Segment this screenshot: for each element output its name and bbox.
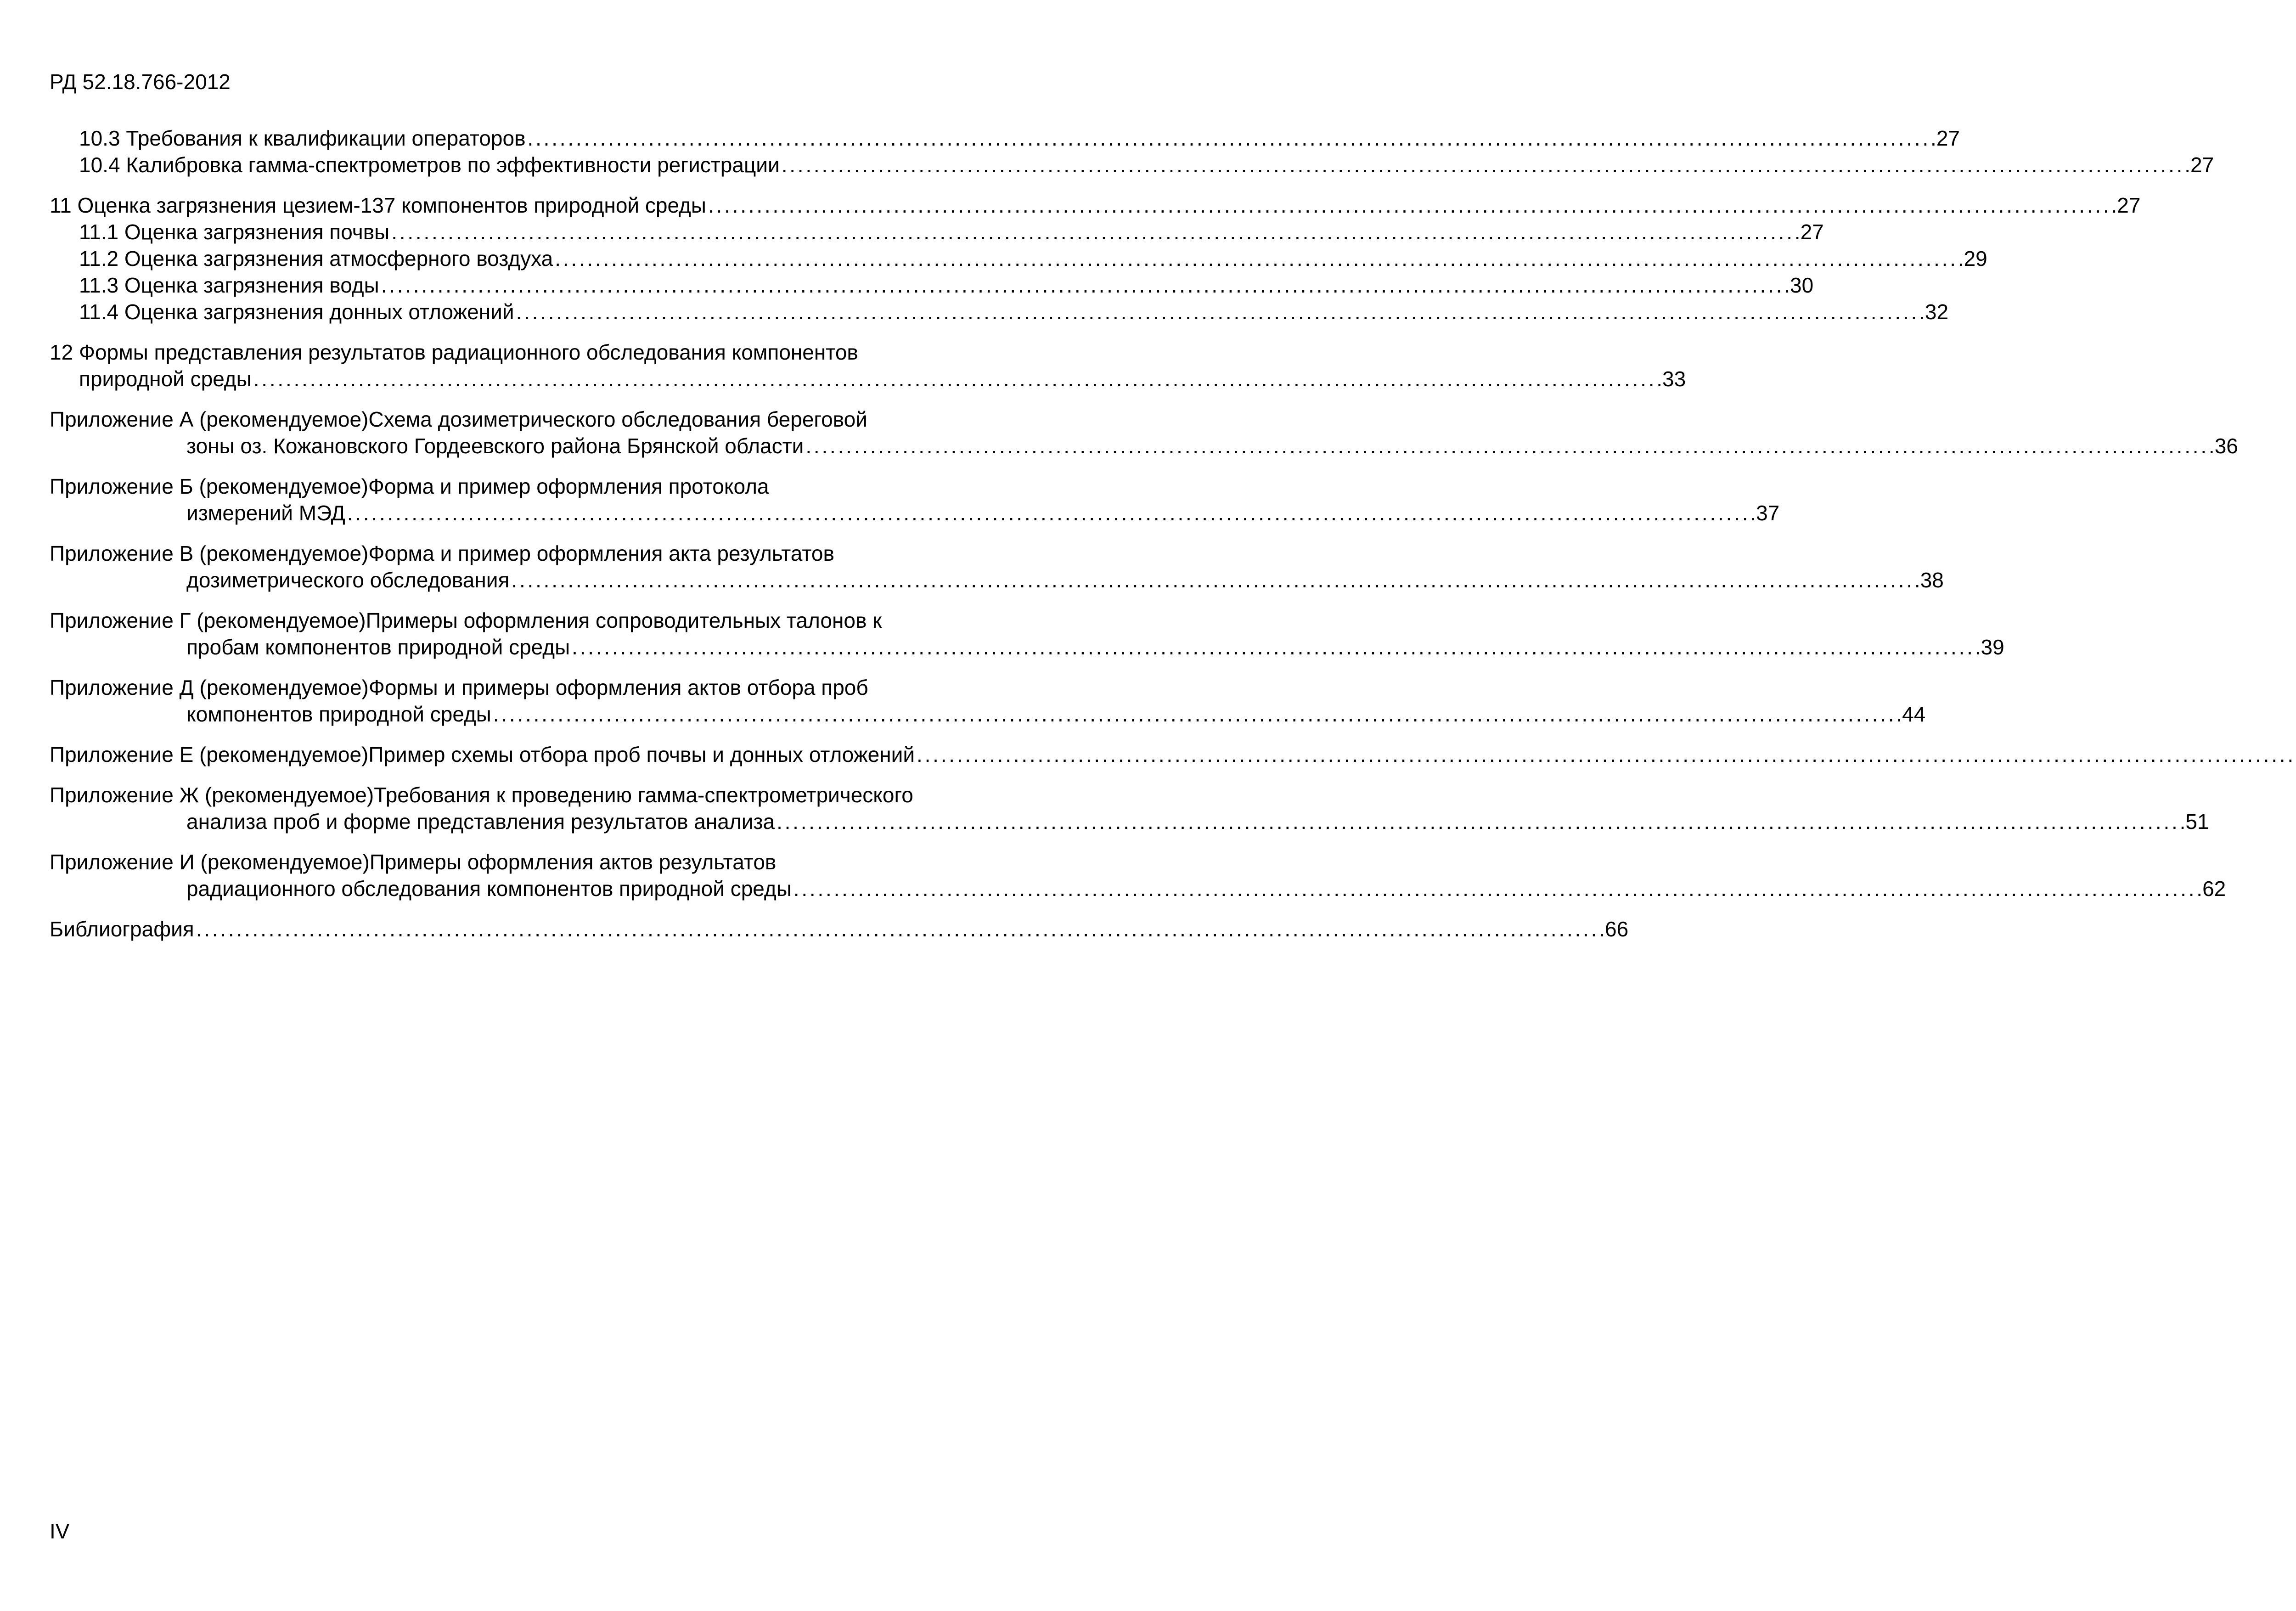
toc-appendix-b-title[interactable]: Приложение Б (рекомендуемое)Форма и пример оформления протокола — [50, 474, 769, 498]
leader-dots — [253, 366, 1660, 392]
toc-bibliography[interactable] — [50, 916, 1629, 942]
toc-page-number: 27 — [1800, 220, 1824, 244]
toc-entry-11-1[interactable] — [50, 219, 1824, 245]
toc-entry-12-title[interactable]: 12 Формы представления результатов радиационного обследования компонентов — [50, 340, 858, 364]
toc-entry-title: 10.3 Требования к квалификации операторов — [79, 126, 526, 150]
toc-page-number: 38 — [1920, 568, 1944, 592]
toc-entry-11[interactable] — [50, 192, 2141, 219]
toc-entry-title: 11 Оценка загрязнения цезием-137 компонентов природной среды — [50, 193, 706, 217]
toc-entry-title: Библиография — [50, 917, 194, 941]
leader-dots — [347, 500, 1754, 526]
toc-page-number: 44 — [1902, 702, 1926, 726]
toc-appendix-v-title[interactable]: Приложение В (рекомендуемое)Форма и пример оформления акта результатов — [50, 541, 834, 565]
toc-entry-11-3[interactable] — [50, 272, 1814, 299]
toc-entry-title-cont: природной среды — [79, 367, 252, 391]
toc-entry-title-cont: дозиметрического обследования — [186, 568, 510, 592]
toc-entry-title-cont: измерений МЭД — [186, 501, 345, 525]
toc-entry-title: 11.2 Оценка загрязнения атмосферного воздуха — [79, 247, 553, 270]
leader-dots — [391, 219, 1798, 245]
toc-entry-title-cont: зоны оз. Кожановского Гордеевского района Брянской области — [186, 434, 804, 458]
leader-dots — [196, 916, 1603, 942]
document-code: РД 52.18.766-2012 — [50, 70, 231, 94]
toc-entry-title: 11.4 Оценка загрязнения донных отложений — [79, 300, 514, 324]
toc-page-number: 27 — [2190, 153, 2214, 177]
toc-entry-12[interactable] — [50, 366, 1686, 392]
leader-dots — [381, 272, 1788, 299]
toc-appendix-e[interactable] — [50, 741, 1041, 768]
leader-dots — [572, 634, 1979, 660]
toc-page-number: 36 — [2214, 434, 2238, 458]
toc-appendix-i[interactable] — [50, 875, 2226, 902]
toc-page-number: 37 — [1756, 501, 1780, 525]
toc-appendix-zh-title[interactable]: Приложение Ж (рекомендуемое)Требования к проведению гамма-спектрометрического — [50, 783, 913, 807]
toc-appendix-g[interactable] — [50, 634, 2004, 660]
toc-entry-title-cont: компонентов природной среды — [186, 702, 491, 726]
toc-page-number: 27 — [2117, 193, 2141, 217]
toc-appendix-v[interactable] — [50, 567, 1944, 593]
toc-entry-title-cont: пробам компонентов природной среды — [186, 635, 570, 659]
leader-dots — [805, 433, 2212, 459]
leader-dots — [777, 808, 2183, 835]
leader-dots — [782, 152, 2189, 178]
toc-page-number: 39 — [1981, 635, 2004, 659]
leader-dots — [528, 125, 1935, 152]
toc-entry-10-3[interactable] — [50, 125, 1960, 152]
toc-page-number: 33 — [1662, 367, 1686, 391]
toc-entry-title-cont: радиационного обследования компонентов природной среды — [186, 877, 792, 901]
toc-entry-11-2[interactable] — [50, 245, 1987, 272]
toc-page-number: 29 — [1964, 247, 1987, 270]
toc-appendix-b[interactable] — [50, 500, 1780, 526]
toc-appendix-d-title[interactable]: Приложение Д (рекомендуемое)Формы и примеры оформления актов отбора проб — [50, 676, 868, 699]
leader-dots — [555, 245, 1962, 272]
toc-page-number: 27 — [1936, 126, 1960, 150]
toc-entry-10-4[interactable] — [50, 152, 2214, 178]
leader-dots — [708, 192, 2115, 219]
leader-dots — [493, 701, 1900, 727]
toc-entry-11-4[interactable] — [50, 299, 1949, 325]
toc-page-number: 32 — [1925, 300, 1949, 324]
toc-page-number: 30 — [1790, 273, 1814, 297]
toc-entry-title: 10.4 Калибровка гамма-спектрометров по эффективности регистрации — [79, 153, 780, 177]
toc-page-number: 51 — [2185, 810, 2209, 834]
toc-appendix-i-title[interactable]: Приложение И (рекомендуемое)Примеры оформления актов результатов — [50, 850, 777, 874]
toc-appendix-zh[interactable] — [50, 808, 2209, 835]
leader-dots — [793, 875, 2200, 902]
toc-entry-title: 11.3 Оценка загрязнения воды — [79, 273, 379, 297]
toc-entry-title-cont: анализа проб и форме представления результатов анализа — [186, 810, 775, 834]
toc-appendix-d[interactable] — [50, 701, 1926, 727]
toc-entry-title: 11.1 Оценка загрязнения почвы — [79, 220, 390, 244]
leader-dots — [511, 567, 1918, 593]
table-of-contents — [50, 125, 2238, 942]
toc-appendix-g-title[interactable]: Приложение Г (рекомендуемое)Примеры оформления сопроводительных талонов к — [50, 608, 882, 632]
leader-dots — [516, 299, 1923, 325]
page-number: IV — [50, 1519, 70, 1543]
toc-page-number: 66 — [1605, 917, 1629, 941]
toc-page-number: 62 — [2202, 877, 2226, 901]
toc-appendix-a[interactable] — [50, 433, 2238, 459]
toc-entry-title: Приложение Е (рекомендуемое)Пример схемы отбора проб почвы и донных отложений — [50, 743, 915, 766]
toc-appendix-a-title[interactable]: Приложение А (рекомендуемое)Схема дозиметрического обследования береговой — [50, 407, 867, 431]
leader-dots — [917, 741, 2296, 768]
